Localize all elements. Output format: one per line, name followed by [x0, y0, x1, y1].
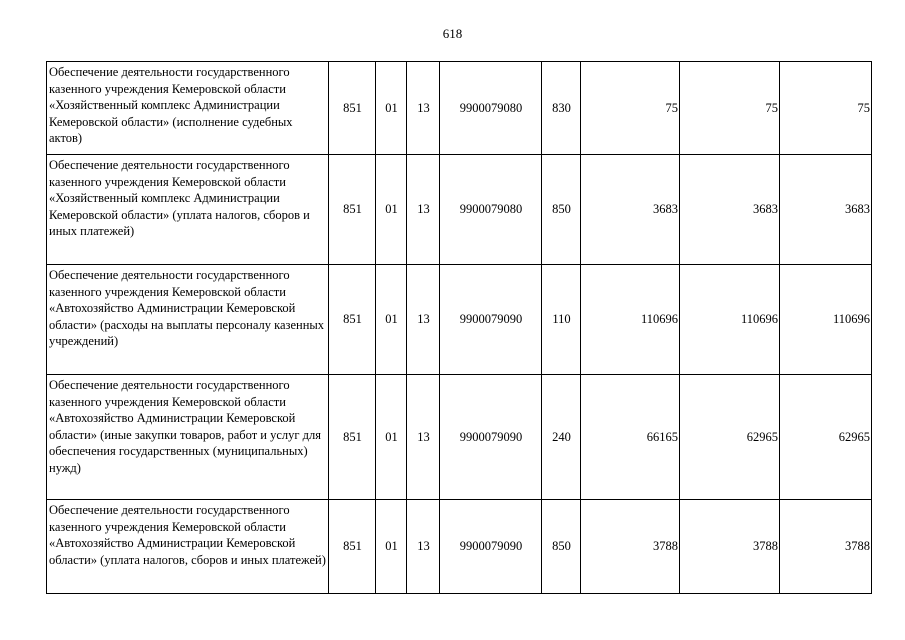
subsection-cell: 13	[407, 375, 440, 500]
expense-type-cell: 110	[542, 265, 581, 375]
expense-type-cell: 830	[542, 62, 581, 155]
section-cell: 01	[376, 155, 407, 265]
description-cell: Обеспечение деятельности государственного казенного учреждения Кемеровской области «Автохозяйство Администрации Кемеровской области» (уплата налогов, сборов и иных платежей)	[47, 500, 329, 594]
section-cell: 01	[376, 500, 407, 594]
section-cell: 01	[376, 265, 407, 375]
table-row	[47, 375, 872, 500]
target-article-cell: 9900079090	[440, 500, 542, 594]
table-row	[47, 62, 872, 155]
amount-2-cell: 62965	[680, 375, 780, 500]
subsection-cell: 13	[407, 155, 440, 265]
amount-1-cell: 75	[581, 62, 680, 155]
amount-1-cell: 3788	[581, 500, 680, 594]
expense-type-cell: 850	[542, 500, 581, 594]
ministry-code-cell: 851	[329, 265, 376, 375]
subsection-cell: 13	[407, 265, 440, 375]
description-cell: Обеспечение деятельности государственного казенного учреждения Кемеровской области «Автохозяйство Администрации Кемеровской области» (иные закупки товаров, работ и услуг для обеспечения государственных (муниципальных) нужд)	[47, 375, 329, 500]
ministry-code-cell: 851	[329, 62, 376, 155]
amount-2-cell: 3788	[680, 500, 780, 594]
expense-type-cell: 240	[542, 375, 581, 500]
description-cell: Обеспечение деятельности государственного казенного учреждения Кемеровской области «Хозяйственный комплекс Администрации Кемеровской области» (исполнение судебных актов)	[47, 62, 329, 155]
amount-2-cell: 110696	[680, 265, 780, 375]
subsection-cell: 13	[407, 62, 440, 155]
amount-1-cell: 66165	[581, 375, 680, 500]
amount-2-cell: 75	[680, 62, 780, 155]
table-row	[47, 500, 872, 594]
table-row	[47, 265, 872, 375]
amount-2-cell: 3683	[680, 155, 780, 265]
amount-3-cell: 62965	[780, 375, 872, 500]
target-article-cell: 9900079090	[440, 265, 542, 375]
amount-3-cell: 3683	[780, 155, 872, 265]
section-cell: 01	[376, 62, 407, 155]
ministry-code-cell: 851	[329, 155, 376, 265]
description-cell: Обеспечение деятельности государственного казенного учреждения Кемеровской области «Автохозяйство Администрации Кемеровской области» (расходы на выплаты персоналу казенных учреждений)	[47, 265, 329, 375]
table-row	[47, 155, 872, 265]
budget-table	[46, 61, 872, 594]
amount-1-cell: 110696	[581, 265, 680, 375]
amount-3-cell: 110696	[780, 265, 872, 375]
ministry-code-cell: 851	[329, 500, 376, 594]
description-cell: Обеспечение деятельности государственного казенного учреждения Кемеровской области «Хозяйственный комплекс Администрации Кемеровской области» (уплата налогов, сборов и иных платежей)	[47, 155, 329, 265]
amount-1-cell: 3683	[581, 155, 680, 265]
subsection-cell: 13	[407, 500, 440, 594]
page-number: 618	[442, 26, 463, 41]
section-cell: 01	[376, 375, 407, 500]
amount-3-cell: 3788	[780, 500, 872, 594]
ministry-code-cell: 851	[329, 375, 376, 500]
target-article-cell: 9900079080	[440, 155, 542, 265]
target-article-cell: 9900079090	[440, 375, 542, 500]
expense-type-cell: 850	[542, 155, 581, 265]
amount-3-cell: 75	[780, 62, 872, 155]
target-article-cell: 9900079080	[440, 62, 542, 155]
